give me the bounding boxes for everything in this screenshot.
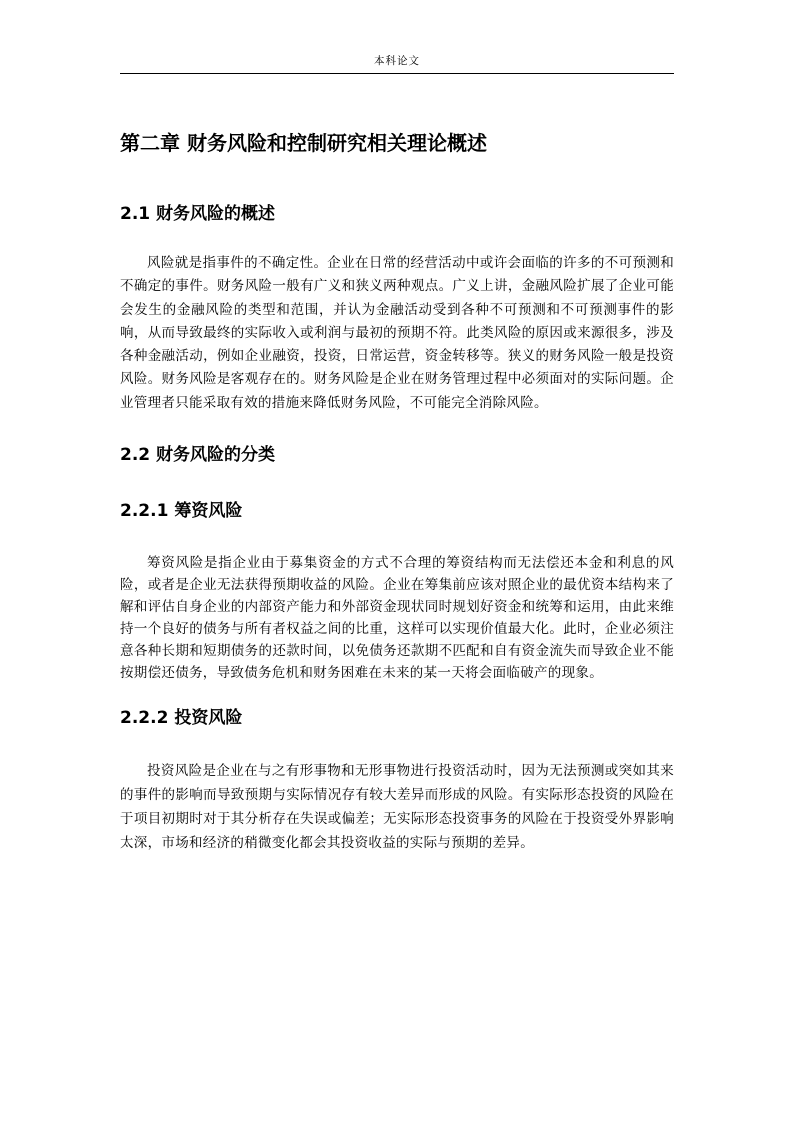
section-heading-2-2: 2.2 财务风险的分类 bbox=[120, 445, 276, 466]
page-content bbox=[120, 126, 674, 855]
section-2-2-1-paragraph: 筹资风险是指企业由于募集资金的方式不合理的筹资结构而无法偿还本金和利息的风险，或者是企业无法获得预期收益的风险。企业在筹集前应该对照企业的最优资本结构来了解和评估自身企业的内部资产能力和外部资金现状同时规划好资金和统筹和运用，由此来维持一个良好的债务与所有者权益之间的比重，这样可以实现价值最大化。此时，企业必须注意各种长期和短期债务的还款时间，以免债务还款期不匹配和自有资金流失而导致企业不能按期偿还债务，导致债务危机和财务困难在未来的某一天将会面临破产的现象。 bbox=[120, 555, 674, 682]
section-heading-2-1: 2.1 财务风险的概述 bbox=[120, 204, 276, 224]
section-heading-2-2-2: 2.2.2 投资风险 bbox=[120, 708, 243, 729]
chapter-title: 第二章 财务风险和控制研究相关理论概述 bbox=[120, 131, 487, 155]
section-2-1-paragraph: 风险就是指事件的不确定性。企业在日常的经营活动中或许会面临的许多的不可预测和不确定的事件。财务风险一般有广义和狭义两种观点。广义上讲，金融风险扩展了企业可能会发生的金融风险的类型和范围，并认为金融活动受到各种不可预测和不可预测事件的影响，从而导致最终的实际收入或利润与最初的预期不符。此类风险的原因或来源很多，涉及各种金融活动，例如企业融资，投资，日常运营，资金转移等。狭义的财务风险一般是投资风险。财务风险是客观存在的。财务风险是企业在财务管理过程中必须面对的实际问题。企业管理者只能采取有效的措施来降低财务风险，不可能完全消除风险。 bbox=[120, 255, 674, 411]
section-2-2-2-paragraph: 投资风险是企业在与之有形事物和无形事物进行投资活动时，因为无法预测或突如其来的事件的影响而导致预期与实际情况存有较大差异而形成的风险。有实际形态投资的风险在于项目初期时对于其分析存在失误或偏差；无实际形态投资事务的风险在于投资受外界影响太深，市场和经济的稍微变化都会其投资收益的实际与预期的差异。 bbox=[120, 763, 674, 852]
section-heading-2-2-1: 2.2.1 筹资风险 bbox=[120, 501, 243, 522]
running-header: 本科论文 bbox=[374, 55, 420, 67]
header-divider bbox=[120, 73, 674, 74]
